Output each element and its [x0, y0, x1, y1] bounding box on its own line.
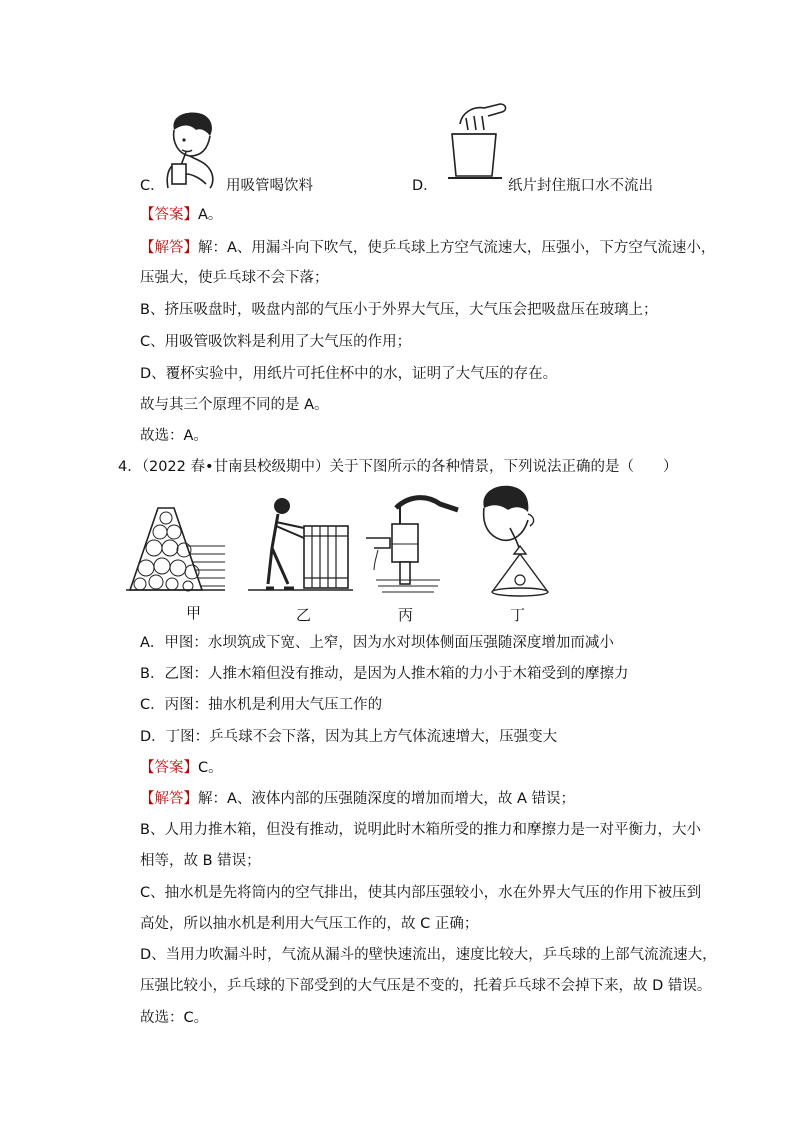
caption-jia: 甲 — [186, 604, 202, 622]
q4-option-b: B．乙图：人推木箱但没有推动，是因为人推木箱的力小于木箱受到的摩擦力 — [140, 666, 629, 682]
caption-bing: 丙 — [398, 606, 414, 624]
inverted-cup-figure — [440, 100, 515, 180]
boy-straw-figure — [160, 108, 230, 188]
q3-analysis-line-3: C、用吸管吸饮料是利用了大气压的作用； — [140, 334, 412, 350]
q3-analysis-line-0: 【解答】解：A、用漏斗向下吹气，使乒乓球上方空气流速大，压强小，下方空气流速小， — [140, 240, 716, 256]
q4-analysis-line-3: C、抽水机是先将筒内的空气排出，使其内部压强较小，水在外界大气压的作用下被压到 — [140, 885, 702, 901]
caption-yi: 乙 — [296, 606, 312, 624]
q4-analysis-line-5: D、当用力吹漏斗时，气流从漏斗的壁快速流出，速度比较大，乒乓球的上部气流流速大， — [140, 947, 717, 963]
q4-option-c: C．丙图：抽水机是利用大气压工作的 — [140, 697, 383, 713]
q3-analysis-line-4: D、覆杯实验中，用纸片可托住杯中的水，证明了大气压的存在。 — [140, 366, 558, 382]
dam-figure — [130, 490, 225, 590]
q3-analysis-line-5: 故与其三个原理不同的是 A。 — [140, 397, 329, 413]
answer-tag: 【答案】 — [140, 207, 198, 223]
q4-option-a: A．甲图：水坝筑成下宽、上窄，因为水对坝体侧面压强随深度增加而减小 — [140, 635, 614, 651]
q4-answer — [140, 758, 223, 778]
q4-analysis-line-7: 故选：C。 — [140, 1010, 209, 1026]
q3-option-c-letter: C． — [140, 178, 165, 194]
q3-option-d-letter: D． — [412, 178, 438, 194]
water-pump-figure — [360, 494, 460, 594]
answer-tag: 【答案】 — [140, 760, 198, 776]
q4-analysis-line-4: 高处，所以抽水机是利用大气压工作的，故 C 正确； — [140, 916, 479, 932]
funnel-pingpong-figure — [474, 484, 564, 594]
analysis-tag: 【解答】 — [140, 240, 198, 256]
answer-value: C。 — [198, 760, 223, 776]
q3-analysis-line-6: 故选：A。 — [140, 428, 208, 444]
q4-option-d: D．丁图：乒乓球不会下落，因为其上方气体流速增大，压强变大 — [140, 729, 558, 745]
analysis-tag: 【解答】 — [140, 791, 198, 807]
q4-analysis-line-2: 相等，故 B 错误； — [140, 853, 261, 869]
answer-value: A。 — [198, 207, 223, 223]
person-pushing-box-figure — [248, 492, 353, 592]
q4-stem: 4．（2022 春•甘南县校级期中）关于下图所示的各种情景，下列说法正确的是（ ） — [118, 459, 678, 475]
q3-option-d-text: 纸片封住瓶口水不流出 — [508, 178, 653, 194]
q3-analysis-line-2: B、挤压吸盘时，吸盘内部的气压小于外界大气压，大气压会把吸盘压在玻璃上； — [140, 302, 658, 318]
q4-analysis-line-0: 【解答】解：A、液体内部的压强随深度的增加而增大，故 A 错误； — [140, 791, 576, 807]
q4-analysis-line-6: 压强比较小，乒乓球的下部受到的大气压是不变的，托着乒乓球不会掉下来，故 D 错误。 — [140, 978, 712, 994]
q3-answer — [140, 205, 222, 225]
q3-option-c-text: 用吸管喝饮料 — [226, 178, 313, 194]
q4-analysis-line-1: B、人用力推木箱，但没有推动，说明此时木箱所受的推力和摩擦力是一对平衡力，大小 — [140, 822, 701, 838]
caption-ding: 丁 — [510, 606, 526, 624]
q3-analysis-line-1: 压强大，使乒乓球不会下落； — [140, 270, 329, 286]
